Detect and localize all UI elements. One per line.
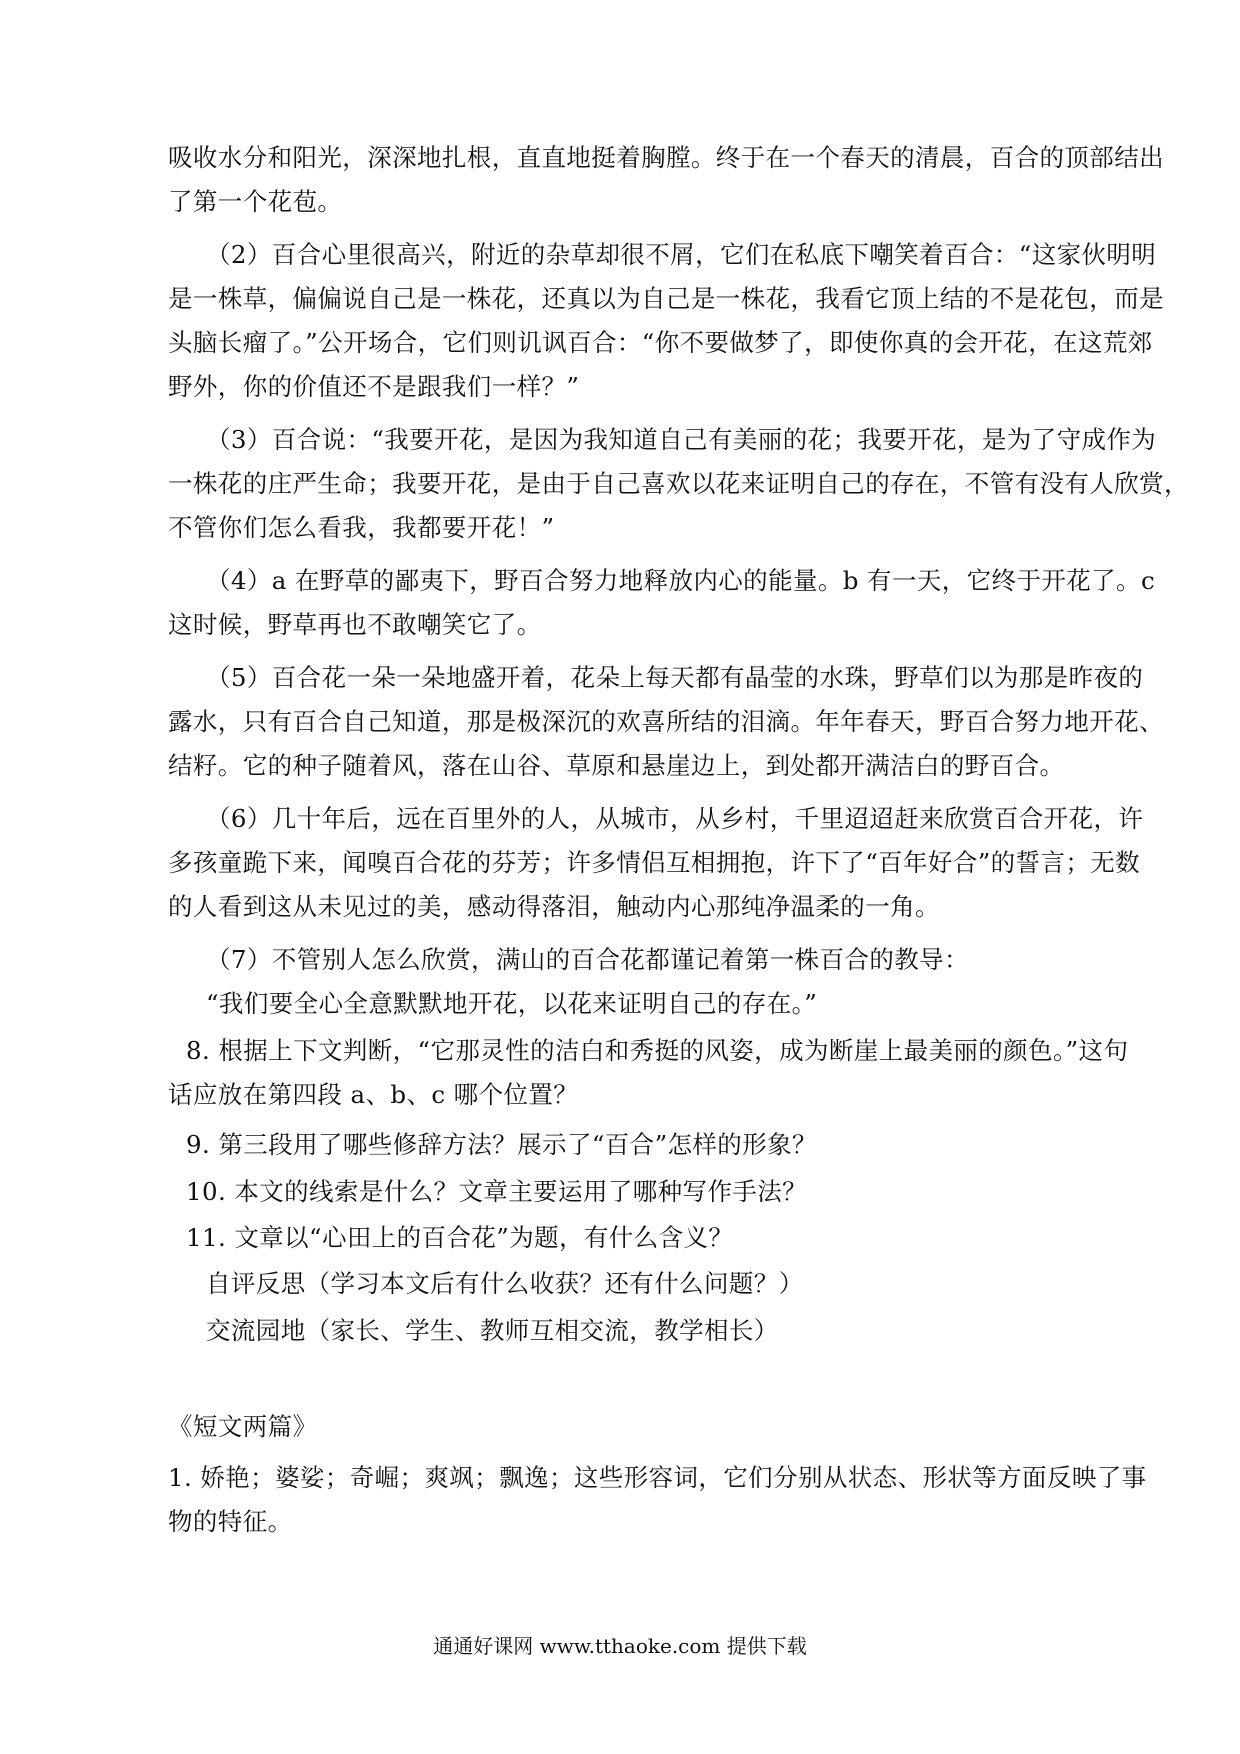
paragraph-3-line-3: 不管你们怎么看我，我都要开花！” xyxy=(168,513,555,542)
paragraph-4-line-2: 这时候，野草再也不敢嘲笑它了。 xyxy=(168,610,542,639)
exchange-section: 交流园地（家长、学生、教师互相交流，教学相长） xyxy=(206,1316,779,1345)
question-8-line-1: 8. 根据上下文判断，“它那灵性的洁白和秀挺的风姿，成为断崖上最美丽的颜色。”这句 xyxy=(186,1036,1129,1065)
paragraph-7-line-1: （7）不管别人怎么欣赏，满山的百合花都谨记着第一株百合的教导： xyxy=(206,945,969,974)
question-10: 10. 本文的线索是什么？文章主要运用了哪种写作手法？ xyxy=(186,1177,808,1206)
paragraph-3-line-1: （3）百合说：“我要开花，是因为我知道自己有美丽的花；我要开花，是为了守成作为 xyxy=(206,425,1157,454)
paragraph-1-line-1: 吸收水分和阳光，深深地扎根，直直地挺着胸膛。终于在一个春天的清晨，百合的顶部结出 xyxy=(168,143,1164,172)
paragraph-2-line-3: 头脑长瘤了。”公开场合，它们则讥讽百合：“你不要做梦了，即使你真的会开花，在这荒郊 xyxy=(168,328,1153,357)
paragraph-6-line-1: （6）几十年后，远在百里外的人，从城市，从乡村，千里迢迢赶来欣赏百合开花，许 xyxy=(206,804,1144,833)
item-1-line-1: 1. 娇艳；婆娑；奇崛；爽飒；飘逸；这些形容词，它们分别从状态、形状等方面反映了事 xyxy=(168,1463,1147,1492)
page-footer: 通通好课网 www.tthaoke.com 提供下载 xyxy=(433,1634,807,1658)
item-1-line-2: 物的特征。 xyxy=(168,1507,293,1536)
paragraph-4-line-1: （4）a 在野草的鄙夷下，野百合努力地释放内心的能量。b 有一天，它终于开花了。c xyxy=(206,566,1156,595)
paragraph-6-line-2: 多孩童跪下来，闻嗅百合花的芬芳；许多情侣互相拥抱，许下了“百年好合”的誓言；无数 xyxy=(168,848,1141,877)
paragraph-7-quote: “我们要全心全意默默地开花，以花来证明自己的存在。” xyxy=(206,989,818,1018)
question-9: 9. 第三段用了哪些修辞方法？展示了“百合”怎样的形象？ xyxy=(186,1130,817,1159)
paragraph-3-line-2: 一株花的庄严生命；我要开花，是由于自己喜欢以花来证明自己的存在，不管有没有人欣赏， xyxy=(168,469,1189,498)
question-8-line-2: 话应放在第四段 a、b、c 哪个位置？ xyxy=(168,1080,579,1109)
self-reflection: 自评反思（学习本文后有什么收获？还有什么问题？） xyxy=(206,1269,804,1298)
paragraph-5-line-1: （5）百合花一朵一朵地盛开着，花朵上每天都有晶莹的水珠，野草们以为那是昨夜的 xyxy=(206,663,1144,692)
section-title: 《短文两篇》 xyxy=(168,1412,318,1441)
paragraph-6-line-3: 的人看到这从未见过的美，感动得落泪，触动内心那纯净温柔的一角。 xyxy=(168,892,940,921)
paragraph-1-line-2: 了第一个花苞。 xyxy=(168,187,343,216)
paragraph-5-line-2: 露水，只有百合自己知道，那是极深沉的欢喜所结的泪滴。年年春天，野百合努力地开花、 xyxy=(168,707,1164,736)
paragraph-2-line-4: 野外，你的价值还不是跟我们一样？” xyxy=(168,372,580,401)
question-11: 11. 文章以“心田上的百合花”为题，有什么含义？ xyxy=(186,1223,734,1252)
paragraph-5-line-3: 结籽。它的种子随着风，落在山谷、草原和悬崖边上，到处都开满洁白的野百合。 xyxy=(168,751,1065,780)
paragraph-2-line-2: 是一株草，偏偏说自己是一株花，还真以为自己是一株花，我看它顶上结的不是花包，而是 xyxy=(168,284,1164,313)
paragraph-2-line-1: （2）百合心里很高兴，附近的杂草却很不屑，它们在私底下嘲笑着百合：“这家伙明明 xyxy=(206,240,1157,269)
